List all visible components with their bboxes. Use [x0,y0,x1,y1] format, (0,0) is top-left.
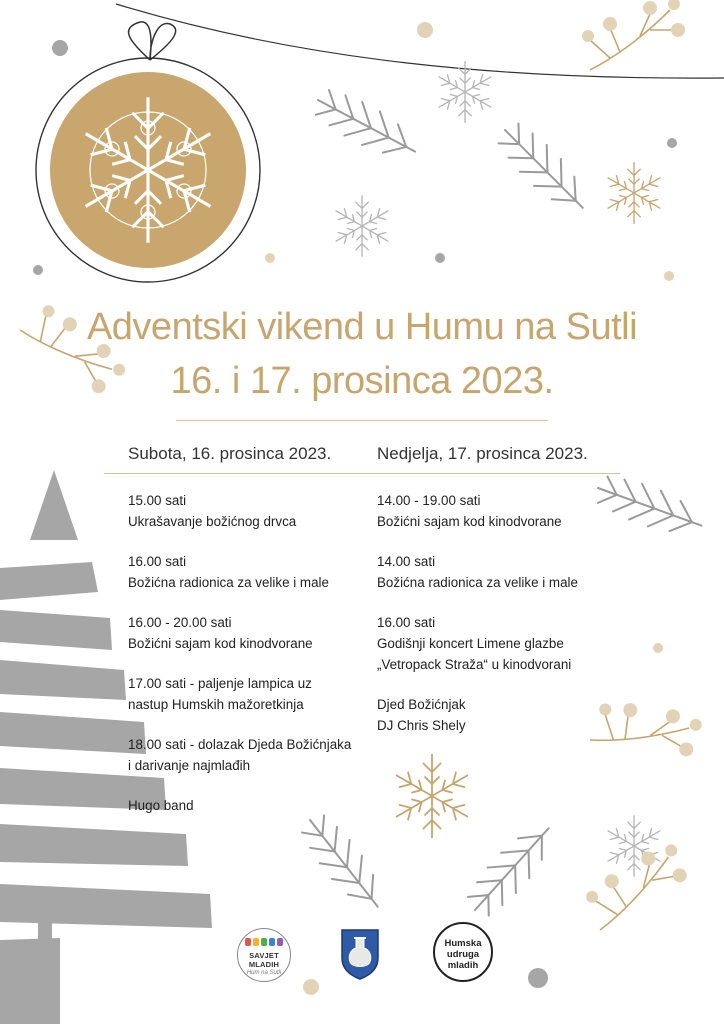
title-divider [176,420,548,421]
event-time: 17.00 sati - paljenje lampica uz [128,676,312,691]
event-time: 16.00 sati [128,554,187,569]
coat-of-arms-icon [340,928,380,980]
logo-text: udruga [446,949,480,960]
saturday-events [128,490,368,835]
event-description: Godišnji koncert Limene glazbe [377,636,564,651]
event-description: DJ Chris Shely [377,718,466,733]
saturday-event [128,795,368,816]
event-description: Božićni sajam kod kinodvorane [128,636,313,651]
event-description: „Vetropack Straža“ u kinodvorani [377,657,572,672]
logo-text: mladih [447,960,479,971]
schedule-divider [104,473,620,474]
saturday-event [128,490,368,532]
savjet-mladih-logo [237,928,291,982]
sunday-event [377,694,617,736]
event-description: Hugo band [128,798,194,813]
sunday-event [377,490,617,532]
event-description: Ukrašavanje božićnog drvca [128,514,297,529]
saturday-event [128,673,368,715]
saturday-event [128,612,368,654]
event-description: Božićni sajam kod kinodvorane [377,514,562,529]
logo-text: Humska [444,938,482,949]
event-description: Djed Božićnjak [377,697,466,712]
event-time: 14.00 sati [377,554,436,569]
event-dates: 16. i 17. prosinca 2023. [170,360,554,402]
sunday-event [377,551,617,593]
event-time: 15.00 sati [128,493,187,508]
logo-text: Hum na Sutli [246,970,282,976]
saturday-event [128,734,368,776]
event-time: 16.00 sati [377,615,436,630]
event-time: 18.00 sati - dolazak Djeda Božićnjaka [128,737,352,752]
event-description: Božićna radionica za velike i male [377,575,578,590]
humska-udruga-mladih-logo [433,922,493,982]
event-time: 14.00 - 19.00 sati [377,493,481,508]
event-time: 16.00 - 20.00 sati [128,615,232,630]
logo-text: SAVJET MLADIH [248,951,280,969]
sunday-heading: Nedjelja, 17. prosinca 2023. [377,444,588,463]
sunday-events [377,490,617,755]
event-description: nastup Humskih mažoretkinja [128,697,304,712]
sunday-event [377,612,617,675]
saturday-event [128,551,368,593]
event-description: Božićna radionica za velike i male [128,575,329,590]
figures-icon [238,938,290,948]
saturday-heading: Subota, 16. prosinca 2023. [128,444,332,463]
event-title: Adventski vikend u Humu na Sutli [86,306,638,348]
event-description: i darivanje najmlađih [128,758,251,773]
